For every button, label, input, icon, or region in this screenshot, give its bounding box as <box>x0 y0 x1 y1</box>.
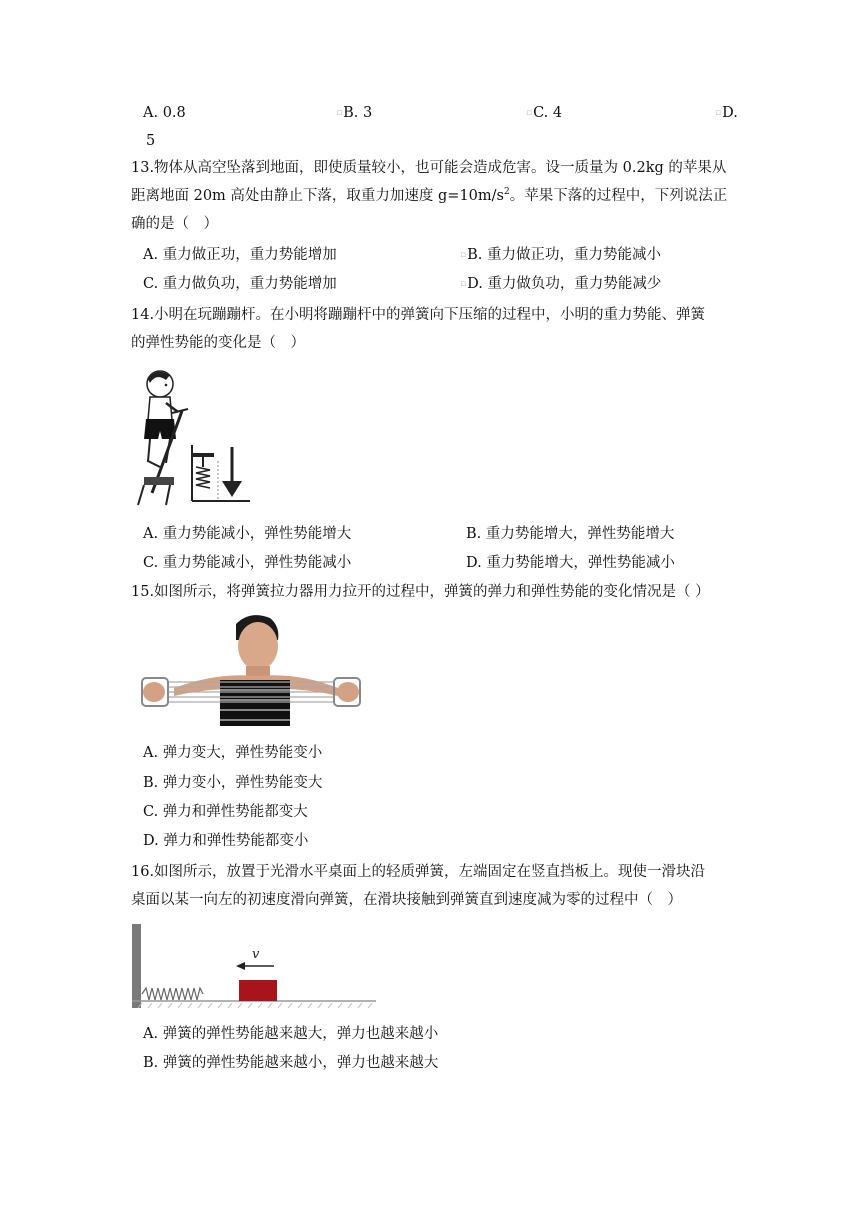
q14-option-a: A. 重力势能减小，弹性势能增大 <box>143 526 352 542</box>
q13-stem-line2-pre: 距离地面 20m 高处由静止下落，取重力加速度 g=10m/s <box>131 188 504 204</box>
q16-option-a: A. 弹簧的弹性势能越来越大，弹力也越来越小 <box>143 1026 439 1042</box>
q12-option-b: ▫B. 3 <box>336 105 373 121</box>
q14-option-b: B. 重力势能增大，弹性势能增大 <box>466 526 675 542</box>
q13-option-b-text: B. 重力做正功，重力势能减小 <box>467 247 661 263</box>
q14-option-d: D. 重力势能增大，弹性势能减小 <box>466 555 675 571</box>
spring-block-figure <box>128 922 378 1010</box>
q15-option-a: A. 弹力变大，弹性势能变小 <box>143 745 323 761</box>
velocity-label: v <box>252 947 260 962</box>
q13-option-d: ▫D. 重力做负功，重力势能减少 <box>460 276 662 292</box>
q13-stem-line1: 13.物体从高空坠落到地面，即使质量较小，也可能会造成危害。设一质量为 0.2kg 的苹果从 <box>131 160 727 176</box>
pogo-stick-figure <box>126 365 254 509</box>
q12-option-c: ▫C. 4 <box>526 105 563 121</box>
q13-stem-line2-post: 。苹果下落的过程中，下列说法正 <box>509 188 728 204</box>
q13-option-c: C. 重力做负功，重力势能增加 <box>143 276 337 292</box>
q15-option-d: D. 弹力和弹性势能都变小 <box>143 833 309 849</box>
q15-stem-line1: 15.如图所示，将弹簧拉力器用力拉开的过程中，弹簧的弹力和弹性势能的变化情况是（ ） <box>131 584 710 600</box>
q13-stem-line2 <box>131 186 727 206</box>
q12-option-b-text: B. 3 <box>343 105 373 121</box>
q16-stem-line2: 桌面以某一向左的初速度滑向弹簧，在滑块接触到弹簧直到速度减为零的过程中（ ） <box>131 892 682 908</box>
q13-option-b: ▫B. 重力做正功，重力势能减小 <box>460 247 661 263</box>
q12-option-d-wrap: 5 <box>146 133 156 149</box>
q14-stem-line2: 的弹性势能的变化是（ ） <box>131 335 305 351</box>
q12-option-d: ▫D. <box>715 105 738 121</box>
q13-option-d-text: D. 重力做负功，重力势能减少 <box>467 276 662 292</box>
q14-stem-line1: 14.小明在玩蹦蹦杆。在小明将蹦蹦杆中的弹簧向下压缩的过程中，小明的重力势能、弹簧 <box>131 307 706 323</box>
q13-option-a: A. 重力做正功，重力势能增加 <box>143 247 337 263</box>
q13-superscript: 2 <box>503 187 510 198</box>
q16-stem-line1: 16.如图所示，放置于光滑水平桌面上的轻质弹簧，左端固定在竖直挡板上。现使一滑块沿 <box>131 864 706 880</box>
q16-option-b: B. 弹簧的弹性势能越来越小，弹力也越来越大 <box>143 1055 439 1071</box>
chest-expander-figure <box>138 610 364 728</box>
q12-option-c-text: C. 4 <box>533 105 563 121</box>
q15-option-c: C. 弹力和弹性势能都变大 <box>143 804 308 820</box>
q12-option-d-text: D. <box>722 105 738 121</box>
q13-stem-line3: 确的是（ ） <box>131 216 218 232</box>
q14-option-c: C. 重力势能减小，弹性势能减小 <box>143 555 352 571</box>
q15-option-b: B. 弹力变小，弹性势能变大 <box>143 775 323 791</box>
q12-option-a: A. 0.8 <box>143 105 186 121</box>
